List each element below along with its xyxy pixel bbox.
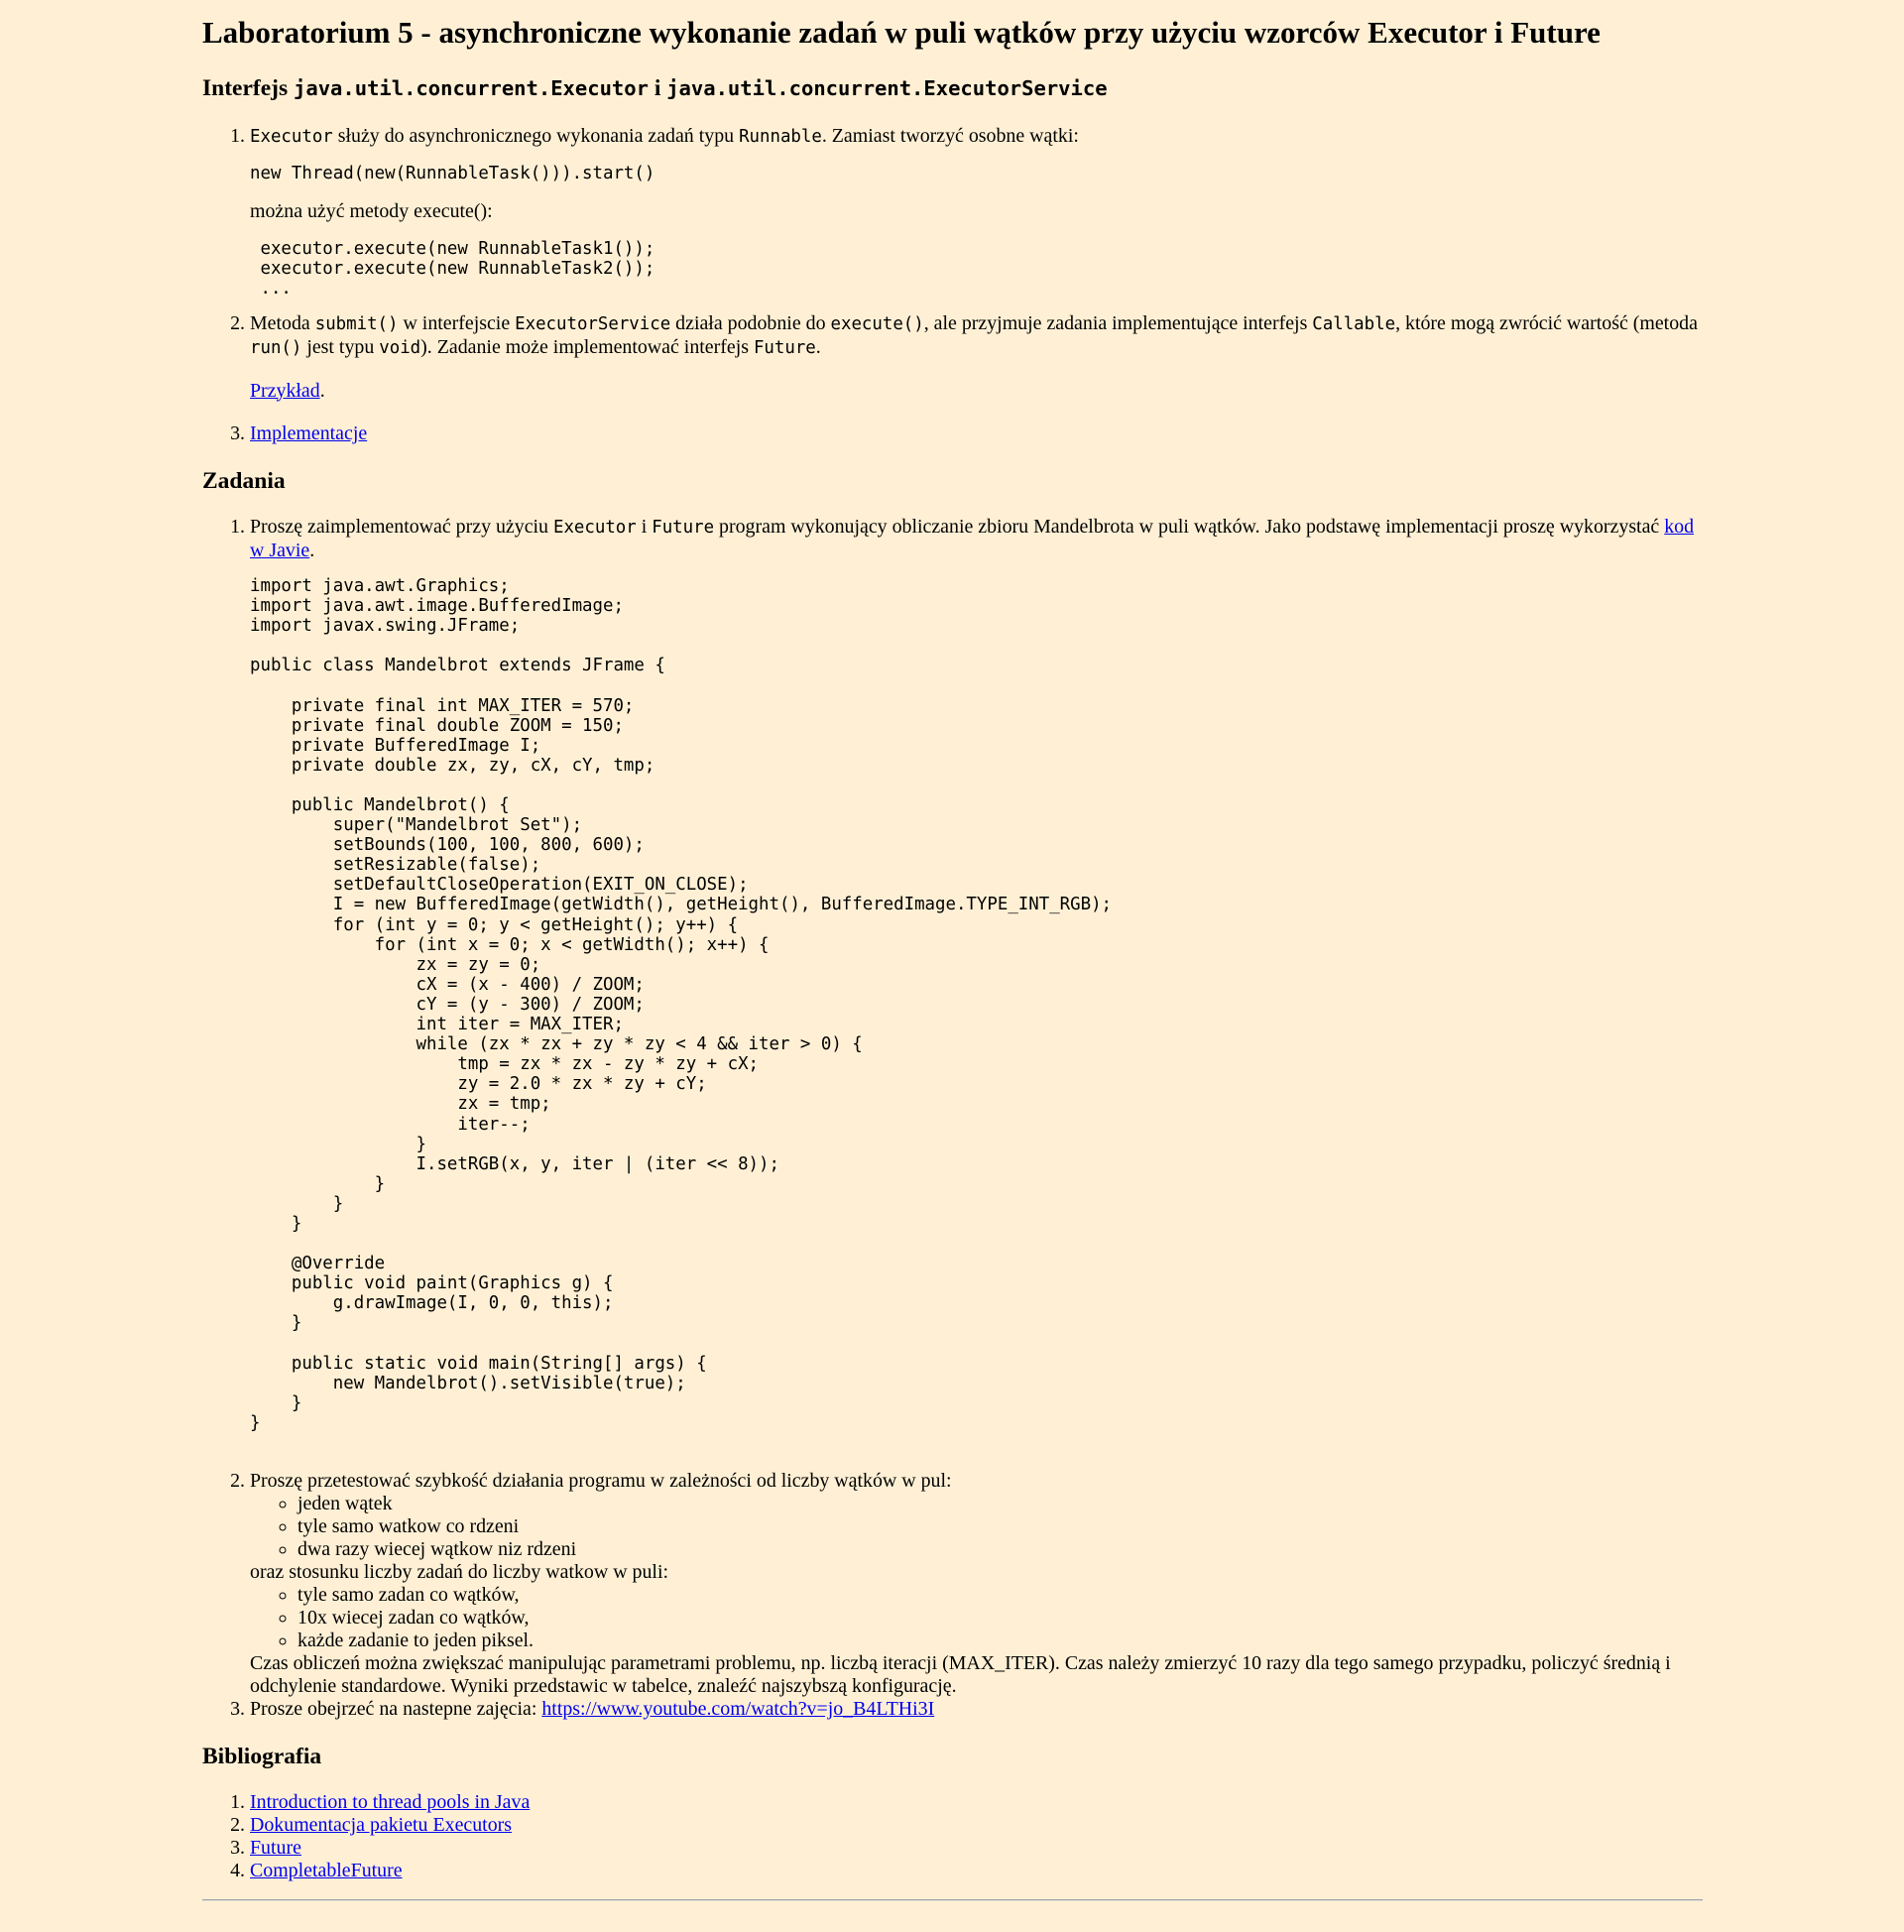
section-heading-executor: Interfejs java.util.concurrent.Executor i java.util.concurrent.ExecutorService xyxy=(202,75,1108,102)
list-item: 2. Proszę przetestować szybkość działania programu w zależności od liczby wątków w pul: ◦ jeden wątek ◦ tyle samo watkow co rdzeni ◦ dwa razy wiecej wątkow niz rdzeni oraz stosunku liczby zadań do liczby watkow w puli: ◦ tyle samo zadan co wątków, ◦ 10x wiecej zadan co wątków, ◦ każde zadanie to jeden piksel. Czas obliczeń można zwiększać manipulując parametrami problemu, np. liczbą iteracji (MAX_ITER). Czas należy zmierzyć 10 razy dla tego samego przypadku, policzyć średnią i odchylenie standardowe. Wyniki przedstawic w tabelce, znaleźć najszybszą konfigurację. xyxy=(250,1470,1703,1698)
document-content xyxy=(202,0,1703,1901)
divider xyxy=(202,1899,1703,1901)
list-item: 1. Executor służy do asynchronicznego wykonania zadań typu Runnable. Zamiast tworzyć osobne wątki: new Thread(new(RunnableTask())).start() można użyć metody execute(): executor.execute(new RunnableTask1()); executor.execute(new RunnableTask2()); ... xyxy=(250,125,1703,298)
bibliography-link[interactable]: CompletableFuture xyxy=(250,1860,403,1882)
executor-list xyxy=(202,125,1703,444)
example-link[interactable]: Przykład xyxy=(250,379,320,402)
implementations-link[interactable]: Implementacje xyxy=(250,422,368,444)
list-item xyxy=(250,1837,1703,1860)
mandelbrot-code-block: import java.awt.Graphics; import java.awt.image.BufferedImage; import javax.swing.JFrame; public class Mandelbrot extends JFrame { private final int MAX_ITER = 570; private final double ZOOM = 150; private BufferedImage I; private double zx, zy, cX, cY, tmp; public Mandelbrot() { super("Mandelbrot Set"); setBounds(100, 100, 800, 600); setResizable(false); setDefaultCloseOperation(EXIT_ON_CLOSE); I = new BufferedImage(getWidth(), getHeight(), BufferedImage.TYPE_INT_RGB); for (int y = 0; y < getHeight(); y++) { for (int x = 0; x < getWidth(); x++) { zx = zy = 0; cX = (x - 400) / ZOOM; cY = (y - 300) / ZOOM; int iter = MAX_ITER; while (zx * zx + zy * zy < 4 && iter > 0) { tmp = zx * zx - zy * zy + cX; zy = 2.0 * zx * zy + cY; zx = tmp; iter--; } I.setRGB(x, y, iter | (iter << 8)); } } } @Override public void paint(Graphics g) { g.drawImage(I, 0, 0, this); } public static void main(String[] args) { new Mandelbrot().setVisible(true); } } xyxy=(250,575,1113,1433)
list-item: ◦ jeden wątek xyxy=(298,1493,1703,1515)
list-item: ◦ tyle samo watkow co rdzeni xyxy=(298,1515,1703,1538)
section-heading-tasks: Zadania xyxy=(202,467,286,494)
java-code-link[interactable]: kod w Javie xyxy=(250,515,1695,561)
ratios-sublist xyxy=(250,1584,1703,1652)
bibliography-list xyxy=(202,1791,1703,1882)
threads-sublist xyxy=(250,1493,1703,1561)
list-item: 3. Prosze obejrzeć na nastepne zajęcia: https://www.youtube.com/watch?v=jo_B4LTHi3I xyxy=(250,1698,1703,1721)
list-item: ◦ 10x wiecej zadan co wątków, xyxy=(298,1607,1703,1630)
tasks-list xyxy=(202,516,1703,1721)
list-item xyxy=(250,1791,1703,1814)
bibliography-link[interactable]: Dokumentacja pakietu Executors xyxy=(250,1814,513,1837)
list-item xyxy=(250,1814,1703,1837)
list-item xyxy=(250,423,1703,445)
code-block: executor.execute(new RunnableTask1()); executor.execute(new RunnableTask2()); ... xyxy=(260,238,655,299)
list-item: ◦ każde zadanie to jeden piksel. xyxy=(298,1630,1703,1652)
bibliography-link[interactable]: Introduction to thread pools in Java xyxy=(250,1791,531,1814)
page-title: Laboratorium 5 - asynchroniczne wykonanie zadań w puli wątków przy użyciu wzorców Executor i Future xyxy=(202,15,1601,50)
list-item: ◦ tyle samo zadan co wątków, xyxy=(298,1584,1703,1607)
bibliography-link[interactable]: Future xyxy=(250,1837,301,1860)
list-item xyxy=(250,1860,1703,1882)
youtube-link[interactable]: https://www.youtube.com/watch?v=jo_B4LTHi3I xyxy=(541,1698,935,1720)
list-item: 1. Proszę zaimplementować przy użyciu Executor i Future program wykonujący obliczanie zbioru Mandelbrota w puli wątków. Jako podstawę implementacji proszę wykorzystać kod w Javie. import java.awt.Graphics; import java.awt.image.BufferedImage; import javax.swing.JFrame; public class Mandelbrot extends JFrame { private final int MAX_ITER = 570; private final double ZOOM = 150; private BufferedImage I; private double zx, zy, cX, cY, tmp; public Mandelbrot() { super("Mandelbrot Set"); setBounds(100, 100, 800, 600); setResizable(false); setDefaultCloseOperation(EXIT_ON_CLOSE); I = new BufferedImage(getWidth(), getHeight(), BufferedImage.TYPE_INT_RGB); for (int y = 0; y < getHeight(); y++) { for (int x = 0; x < getWidth(); x++) { zx = zy = 0; cX = (x - 400) / ZOOM; cY = (y - 300) / ZOOM; int iter = MAX_ITER; while (zx * zx + zy * zy < 4 && iter > 0) { tmp = zx * zx - zy * zy + cX; zy = 2.0 * zx * zy + cY; zx = tmp; iter--; } I.setRGB(x, y, iter | (iter << 8)); } } } @Override public void paint(Graphics g) { g.drawImage(I, 0, 0, this); } public static void main(String[] args) { new Mandelbrot().setVisible(true); } } xyxy=(250,516,1703,1433)
list-item: ◦ dwa razy wiecej wątkow niz rdzeni xyxy=(298,1538,1703,1561)
section-heading-bibliography: Bibliografia xyxy=(202,1744,322,1769)
list-item: 2. Metoda submit() w interfejscie ExecutorService działa podobnie do execute(), ale przyjmuje zadania implementujące interfejs Callable, które mogą zwrócić wartość (metoda run() jest typu void). Zadanie może implementować interfejs Future. Przykład. xyxy=(250,312,1703,403)
code-block: new Thread(new(RunnableTask())).start() xyxy=(250,164,655,184)
